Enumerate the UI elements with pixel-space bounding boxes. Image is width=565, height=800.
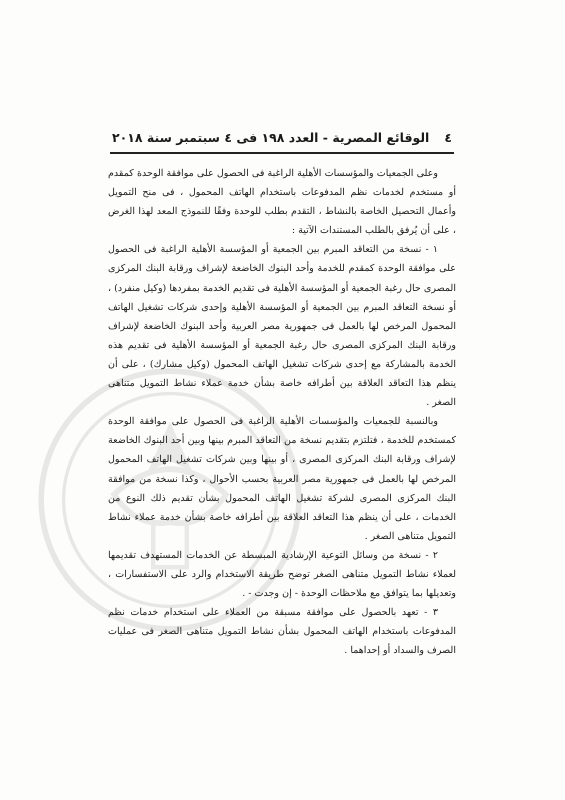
paragraph-item-3: ٣ - تعهد بالحصول على موافقة مسبقة من العملاء على استخدام خدمات نظم المدفوعات باستخدام الهاتف المحمول بشأن نشاط التمويل متناهى الصغر فى عمليات الصرف والسداد أو إحداهما . [108, 607, 456, 657]
paragraph-item-1: ١ - نسخة من التعاقد المبرم بين الجمعية أو المؤسسة الأهلية الراغبة فى الحصول على موافقة الوحدة كمقدم للخدمة وأحد البنوك الخاضعة لإشراف ورقابة البنك المركزى المصرى حال رغبة الجمعية أو المؤسسة الأهلية فى تقديم الخدمة بمفردها (وكيل منفرد) ، أو نسخة التعاقد المبرم بين الجمعية أو المؤسسة الأهلية وإحدى شركات تشغيل الهاتف المحمول المرخص لها بالعمل فى جمهورية مصر العربية وأحد البنوك الخاضعة لإشراف ورقابة البنك المركزى المصرى حال رغبة الجمعية أو المؤسسة الأهلية فى تقديم هذه الخدمة بالمشاركة مع إحدى شركات تشغيل الهاتف المحمول (وكيل مشارك) ، على أن ينظم هذا التعاقد العلاقة بين أطرافه خاصة بشأن خدمة عملاء نشاط التمويل متناهى الصغر . [108, 244, 456, 409]
gazette-title: الوقائع المصرية - العدد ١٩٨ فى ٤ سبتمبر سنة ٢٠١٨ [112, 130, 430, 145]
page-header [112, 130, 452, 145]
paragraph-users: وبالنسبة للجمعيات والمؤسسات الأهلية الراغبة فى الحصول على موافقة الوحدة كمستخدم للخدمة ، فتلتزم بتقديم نسخة من التعاقد المبرم بينها وبين أحد البنوك الخاضعة لإشراف ورقابة البنك المركزى المصرى ، أو بينها وبين شركات تشغيل الهاتف المحمول المرخص لها بالعمل فى جمهورية مصر العربية بحسب الأحوال ، وكذا نسخة من موافقة البنك المركزى المصرى لشركة تشغيل الهاتف المحمول بشأن تقديم ذلك النوع من الخدمات ، على أن ينظم هذا التعاقد العلاقة بين أطرافه خاصة بشأن خدمة عملاء نشاط التمويل متناهى الصغر . [108, 416, 456, 542]
document-body [108, 164, 456, 660]
paragraph-item-2: ٢ - نسخة من وسائل التوعية الإرشادية المبسطة عن الخدمات المستهدف تقديمها لعملاء نشاط التمويل متناهى الصغر توضح طريقة الاستخدام والرد على الاستفسارات ، وتعديلها بما يتوافق مع ملاحظات الوحدة - إن وجدت - . [108, 549, 456, 600]
header-divider [110, 152, 454, 154]
paragraph-intro: وعلى الجمعيات والمؤسسات الأهلية الراغبة فى الحصول على موافقة الوحدة كمقدم أو مستخدم لخدمات نظم المدفوعات باستخدام الهاتف المحمول ، فى منح التمويل وأعمال التحصيل الخاصة بالنشاط ، التقدم بطلب للوحدة وفقًا للنموذج المعد لهذا الغرض ، على أن يُرفق بالطلب المستندات الآتية : [108, 168, 456, 237]
page-number: ٤ [444, 130, 452, 145]
